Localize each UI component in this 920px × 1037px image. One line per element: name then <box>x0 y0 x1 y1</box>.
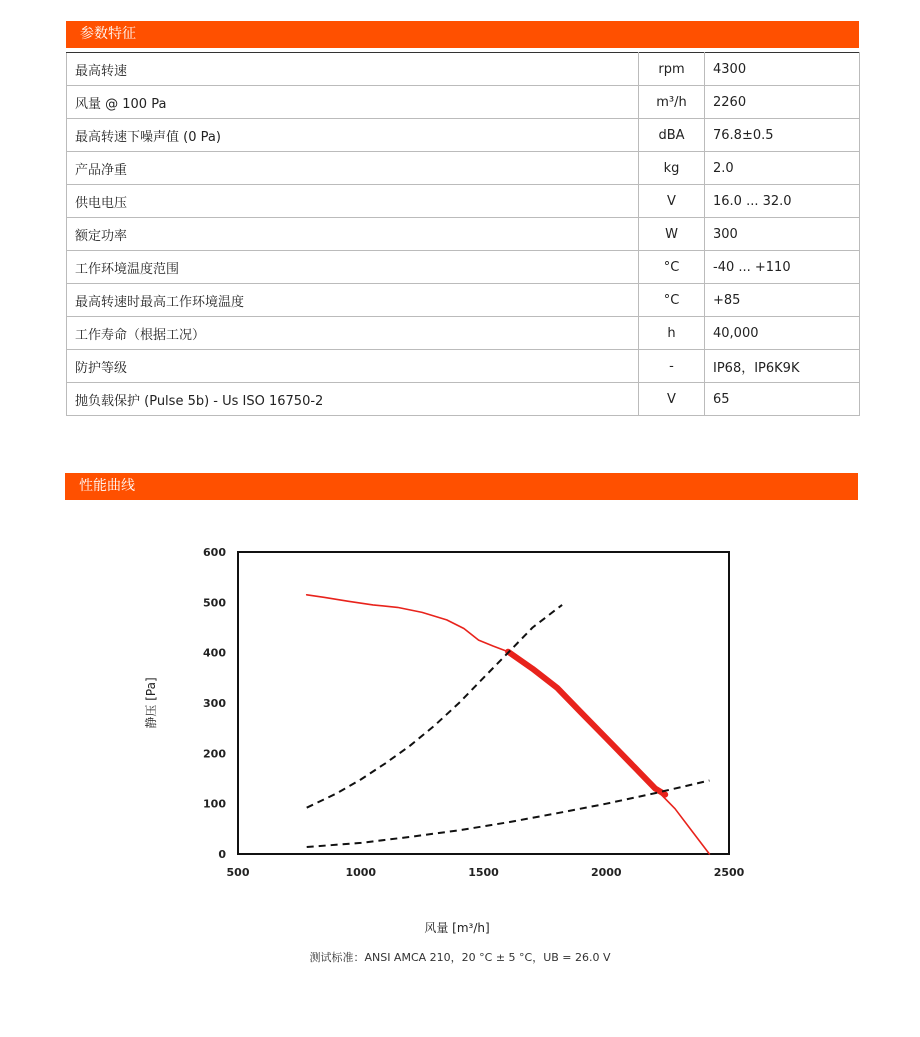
table-row <box>67 218 860 251</box>
y-axis-label: 静压 [Pa] <box>144 677 158 729</box>
spec-value: 65 <box>705 383 860 416</box>
spec-unit: °C <box>639 251 705 284</box>
series-line-3 <box>307 781 710 848</box>
spec-name: 风量 @ 100 Pa <box>67 86 639 119</box>
section-header-performance <box>65 473 858 500</box>
series-line-2 <box>307 605 562 808</box>
table-row <box>67 119 860 152</box>
table-row <box>67 251 860 284</box>
spec-value: 16.0 ... 32.0 <box>705 185 860 218</box>
spec-table <box>66 52 860 416</box>
section-title: 参数特征 <box>80 26 136 42</box>
spec-value: IP68，IP6K9K <box>705 350 860 383</box>
spec-value: 2260 <box>705 86 860 119</box>
y-tick-label: 100 <box>203 797 226 811</box>
table-row <box>67 317 860 350</box>
plot-frame <box>238 552 729 854</box>
spec-unit: W <box>639 218 705 251</box>
x-axis <box>227 866 745 879</box>
y-tick-label: 0 <box>218 848 226 861</box>
spec-value: -40 ... +110 <box>705 251 860 284</box>
y-tick-label: 500 <box>203 596 226 610</box>
spec-unit: °C <box>639 284 705 317</box>
table-row <box>67 152 860 185</box>
y-tick-label: 300 <box>203 697 226 710</box>
section-title: 性能曲线 <box>79 478 135 494</box>
series-group <box>307 595 710 854</box>
spec-unit: kg <box>639 152 705 185</box>
table-row <box>67 383 860 416</box>
spec-name: 防护等级 <box>67 350 639 383</box>
spec-unit: m³/h <box>639 86 705 119</box>
x-tick-label: 1000 <box>345 866 377 879</box>
spec-name: 工作寿命（根据工况） <box>67 317 639 350</box>
spec-unit: h <box>639 317 705 350</box>
spec-value: +85 <box>705 284 860 317</box>
spec-name: 工作环境温度范围 <box>67 251 639 284</box>
table-row <box>67 185 860 218</box>
spec-unit: V <box>639 383 705 416</box>
x-tick-label: 1500 <box>468 866 499 879</box>
spec-value: 40,000 <box>705 317 860 350</box>
y-tick-label: 400 <box>203 646 226 660</box>
performance-chart <box>0 520 920 940</box>
spec-name: 最高转速 <box>67 53 639 86</box>
spec-unit: dBA <box>639 119 705 152</box>
y-tick-label: 600 <box>203 546 226 559</box>
spec-unit: rpm <box>639 53 705 86</box>
test-standard-note: 测试标准：ANSI AMCA 210，20 °C ± 5 °C，UB = 26.0 V <box>309 951 611 964</box>
spec-value: 4300 <box>705 53 860 86</box>
x-tick-label: 500 <box>226 866 250 879</box>
spec-unit: - <box>639 350 705 383</box>
spec-name: 最高转速下噪声值 (0 Pa) <box>67 119 639 152</box>
series-line-1 <box>508 652 665 795</box>
spec-name: 额定功率 <box>67 218 639 251</box>
series-line-0 <box>307 595 710 854</box>
spec-name: 最高转速时最高工作环境温度 <box>67 284 639 317</box>
y-axis <box>203 546 226 861</box>
table-row <box>67 284 860 317</box>
spec-value: 300 <box>705 218 860 251</box>
x-tick-label: 2500 <box>713 866 745 879</box>
section-header-parameters <box>66 21 859 48</box>
spec-name: 供电电压 <box>67 185 639 218</box>
spec-unit: V <box>639 185 705 218</box>
x-axis-label: 风量 [m³/h] <box>424 921 490 935</box>
table-row <box>67 53 860 86</box>
spec-value: 76.8±0.5 <box>705 119 860 152</box>
spec-value: 2.0 <box>705 152 860 185</box>
x-tick-label: 2000 <box>590 866 622 879</box>
spec-name: 抛负载保护 (Pulse 5b) - Us ISO 16750-2 <box>67 383 639 416</box>
table-row <box>67 86 860 119</box>
y-tick-label: 200 <box>203 747 226 761</box>
table-row <box>67 350 860 383</box>
spec-name: 产品净重 <box>67 152 639 185</box>
